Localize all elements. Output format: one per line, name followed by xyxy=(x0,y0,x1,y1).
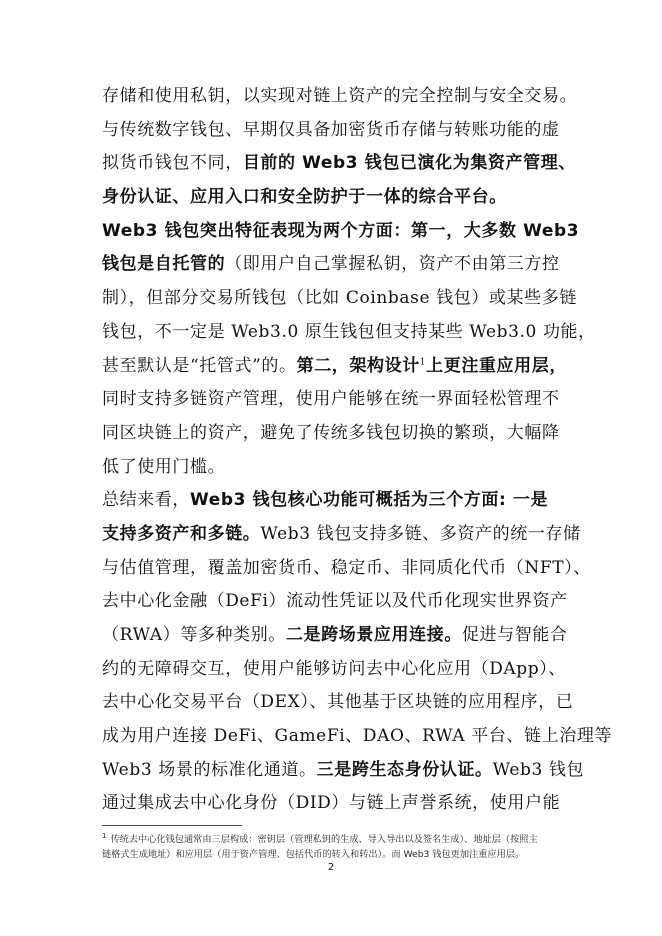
text-segment: 低了使用门槛。 xyxy=(102,456,226,477)
text-line xyxy=(102,619,568,653)
text-line xyxy=(102,417,562,451)
text-line xyxy=(102,787,562,821)
footnote-line-2: 链格式生成地址）和应用层（用于资产管理、包括代币的转入和转出）。而 Web3 钱包更加注重应用层。 xyxy=(102,849,525,861)
text-segment: 与传统数字钱包、早期仅具备加密货币存储与转账功能的虚 xyxy=(102,119,560,140)
text-line xyxy=(102,518,581,552)
text-segment: 去中心化交易平台（DEX）、其他基于区块链的应用程序，已 xyxy=(102,692,574,713)
text-line xyxy=(102,248,562,282)
bold-text-segment: Web3 钱包核心功能可概括为三个方面: 一是 xyxy=(190,490,549,511)
text-segment: 制），但部分交易所钱包（比如 Coinbase 钱包）或某些多链 xyxy=(102,288,577,309)
text-segment: 同区块链上的资产，避免了传统多钱包切换的繁琐，大幅降 xyxy=(102,422,560,443)
text-line xyxy=(102,754,585,788)
text-line xyxy=(102,552,591,586)
footnote-marker: 1 xyxy=(102,832,107,840)
text-line xyxy=(102,686,574,720)
footnote-separator xyxy=(102,825,242,826)
text-line xyxy=(102,316,596,350)
text-segment: 拟货币钱包不同， xyxy=(102,153,243,174)
text-line xyxy=(102,484,562,518)
text-segment: 钱包，不一定是 Web3.0 原生钱包但支持某些 Web3.0 功能， xyxy=(102,321,596,342)
page-number: 2 xyxy=(327,862,335,873)
text-segment: Web3 场景的标准化通道。 xyxy=(102,759,317,780)
text-line xyxy=(102,585,568,619)
text-segment: 同时支持多链资产管理，使用户能够在统一界面轻松管理不 xyxy=(102,389,560,410)
bold-text-segment: 目前的 Web3 钱包已演化为集资产管理、 xyxy=(242,153,576,174)
text-segment: 通过集成去中心化身份（DID）与链上声誉系统，使用户能 xyxy=(102,793,561,814)
bold-text-segment: 第二，架构设计 xyxy=(296,355,420,376)
bold-text-segment: 支持多资产和多链。 xyxy=(102,523,261,544)
text-line xyxy=(102,181,562,215)
text-line xyxy=(102,350,567,384)
text-line xyxy=(102,80,578,114)
bold-text-segment: 钱包是自托管的 xyxy=(102,254,226,275)
text-segment: Web3 钱包 xyxy=(492,759,585,780)
text-line xyxy=(102,114,562,148)
text-segment: 与估值管理，覆盖加密货币、稳定币、非同质化代币（NFT）、 xyxy=(102,557,591,578)
bold-text-segment: 上更注重应用层， xyxy=(426,355,567,376)
text-segment: 存储和使用私钥，以实现对链上资产的完全控制与安全交易。 xyxy=(102,86,578,106)
text-line xyxy=(102,720,613,754)
footnote-reference: 1 xyxy=(419,356,427,367)
text-segment: （RWA）等多种类别。 xyxy=(102,625,286,645)
text-segment: 成为用户连接 DeFi、GameFi、DAO、RWA 平台、链上治理等 xyxy=(102,726,613,747)
text-segment: 总结来看， xyxy=(102,490,190,511)
text-segment: 促进与智能合 xyxy=(461,625,568,645)
footnote-text-1: 传统去中心化钱包通常由三层构成：密钥层（管理私钥的生成、导入导出以及签名生成）、地址层（按照主 xyxy=(110,834,538,846)
footnote xyxy=(102,829,570,862)
text-segment: 甚至默认是“托管式”的。 xyxy=(102,355,297,376)
text-line xyxy=(102,215,580,249)
text-segment: 约的无障碍交互，使用户能够访问去中心化应用（DApp）、 xyxy=(102,658,566,679)
bold-text-segment: 二是跨场景应用连接。 xyxy=(285,625,462,645)
footnote-line-1 xyxy=(102,829,570,847)
text-segment: 去中心化金融（DeFi）流动性凭证以及代币化现实世界资产 xyxy=(102,591,568,612)
text-line xyxy=(102,451,562,485)
text-segment: Web3 钱包支持多链、多资产的统一存储 xyxy=(260,523,581,544)
text-line xyxy=(102,147,576,181)
text-segment: （即用户自己掌握私钥，资产不由第三方控 xyxy=(225,254,560,275)
bold-text-segment: 身份认证、应用入口和安全防护于一体的综合平台。 xyxy=(102,187,507,208)
bold-text-segment: 三是跨生态身份认证。 xyxy=(316,759,493,780)
bold-text-segment: Web3 钱包突出特征表现为两个方面：第一，大多数 Web3 xyxy=(102,220,580,241)
text-line xyxy=(102,282,577,316)
text-line xyxy=(102,653,566,687)
text-line xyxy=(102,383,562,417)
body-text xyxy=(102,80,613,821)
